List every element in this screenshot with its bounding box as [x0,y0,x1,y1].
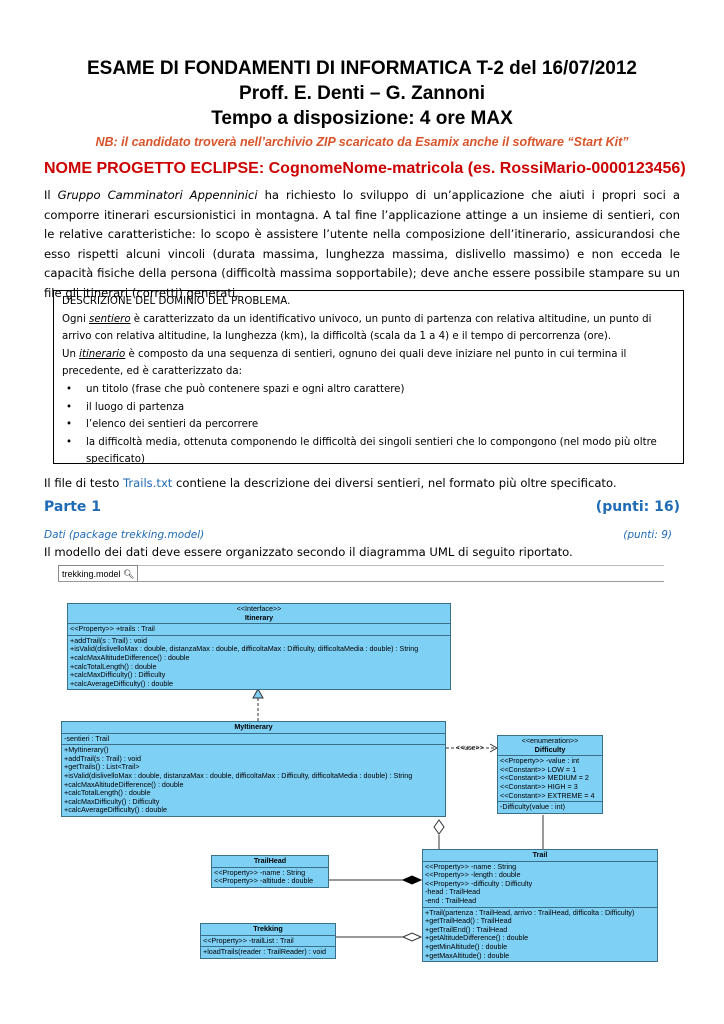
realization-arrow-icon [253,689,263,698]
operation: +getTrailEnd() : TrailHead [425,924,508,934]
list-item: • l’elenco dei sentieri da percorrere [78,416,675,434]
stereotype: <<Interface>> [236,604,282,613]
operation: +loadTrails(reader : TrailReader) : void [203,947,326,957]
operation: +calcMaxDifficulty() : Difficulty [70,670,166,680]
operation: +calcTotalLength() : double [70,661,157,671]
attribute: <<Property>> -altitude : double [214,876,314,886]
trails-file-link[interactable]: Trails.txt [122,476,173,490]
section-points: (punti: 16) [595,499,680,515]
class-name: Difficulty [534,744,566,754]
composition-diamond-icon [403,876,421,884]
professors: Proff. E. Denti – G. Zannoni [239,83,485,104]
operation: +getMinAltitude() : double [425,941,508,951]
list-item: • il luogo di partenza [78,399,675,417]
operation: +Trail(partenza : TrailHead, arrivo : TrailHead, difficolta : Difficulty) [425,907,635,917]
package-tab: trekking.model 🔍︎ [58,565,138,582]
itinerario-description: Un itinerario è composto da una sequenza di sentieri, ognuno dei quali deve iniziare nel punto in cui termina il precedente, ed è caratterizzato da: [62,348,627,378]
attribute: <<Property>> -difficulty : Difficulty [425,878,533,888]
list-item: • la difficoltà media, ottenuta componendo le difficoltà dei singoli sentieri che lo compongono (nel modo più oltre specificato) [78,434,675,469]
exam-title: ESAME DI FONDAMENTI DI INFORMATICA T-2 del 16/07/2012 [86,58,638,79]
operation: +getMaxAltitude() : double [425,950,510,960]
operation: +calcTotalLength() : double [64,788,151,798]
subsection-heading [44,529,672,541]
time-limit: Tempo a disposizione: 4 ore MAX [211,108,513,129]
domain-description-box [53,290,684,464]
attribute: <<Property>> -trailList : Trail [203,935,294,945]
uml-diagram [58,565,664,979]
operation: +isValid(dislivelloMax : double, distanzaMax : double, difficoltaMax : Difficulty, difficoltaMedia : double) : String [64,770,413,780]
use-label: <<use>> [456,745,484,752]
operation: +calcMaxAltitudeDifference() : double [64,779,184,789]
operation: -Difficulty(value : int) [500,802,565,812]
attribute: -sentieri : Trail [64,733,110,743]
class-myitinerary[interactable] [61,721,446,817]
aggregation-diamond-icon [434,820,444,834]
attribute: -head : TrailHead [425,887,481,897]
stereotype: <<enumeration>> [521,736,579,745]
class-name: TrailHead [253,856,287,865]
operation: +getAltitudeDifference() : double [425,933,529,943]
subsection-title: Dati (package trekking.model) [44,529,205,541]
project-name: NOME PROGETTO ECLIPSE: CognomeNome-matricola (es. RossiMario-0000123456) [44,160,686,177]
attribute: <<Constant>> EXTREME = 4 [500,790,595,800]
domain-heading: DESCRIZIONE DEL DOMINIO DEL PROBLEMA. [62,296,291,307]
itinerario-bullets [62,381,675,469]
operation: +calcAverageDifficulty() : double [64,805,168,815]
class-name: MyItinerary [234,722,273,731]
search-icon: 🔍︎ [123,569,135,579]
operation: +MyItinerary() [64,745,109,755]
attribute: <<Property>> -name : String [425,861,517,871]
attribute: <<Property>> -value : int [500,756,580,766]
class-name: Itinerary [244,612,274,622]
aggregation-diamond-icon [403,933,421,941]
subsection-points: (punti: 9) [623,529,672,541]
section-heading [44,499,680,515]
operation: +calcMaxAltitudeDifference() : double [70,652,190,662]
operation: +calcAverageDifficulty() : double [70,678,174,688]
operation: +getTrailHead() : TrailHead [425,916,512,926]
section-title: Parte 1 [44,499,102,515]
class-itinerary[interactable] [67,603,451,690]
attribute: <<Constant>> LOW = 1 [500,764,577,774]
file-description: Il file di testo Trails.txt contiene la descrizione dei diversi sentieri, nel formato più oltre specificato. [44,476,617,490]
operation: +getTrails() : List<Trail> [64,762,140,772]
operation: +addTrail(s : Trail) : void [70,635,148,645]
list-item: • un titolo (frase che può contenere spazi e ogni altro carattere) [78,381,675,399]
class-trailhead[interactable] [211,855,329,888]
attribute: <<Property>> -name : String [214,867,306,877]
operation: +calcMaxDifficulty() : Difficulty [64,796,160,806]
class-name: Trail [532,850,548,859]
intro-paragraph: Il Gruppo Camminatori Appenninici ha richiesto lo sviluppo di un’applicazione che aiuti i propri soci a comporre itinerari escursionistici in montagna. A tal fine l’applicazione attinge a un insieme di sentieri, con le relative caratteristiche: lo scopo è assistere l’utente nella composizione dell’itinerario, assicurandosi che esso rispetti alcuni vincoli (durata massima, lunghezza massima, dislivello massimo) e non ecceda le capacità fisiche della persona (difficoltà massima sopportabile); deve anche essere possibile stampare su un file gli itinerari (corretti) generati. [44,188,680,300]
attribute: <<Property>> -length : double [425,870,521,880]
model-sentence: Il modello dei dati deve essere organizzato secondo il diagramma UML di seguito riportato. [44,545,573,559]
attribute: <<Property>> +trails : Trail [70,624,155,634]
class-difficulty[interactable] [497,735,603,814]
sentiero-description: Ogni sentiero è caratterizzato da un identificativo univoco, un punto di partenza con relativa altitudine, un punto di arrivo con relativa altitudine, la lunghezza (km), la difficoltà (scala da 1 a 4) e il tempo di percorrenza (ore). [62,313,652,343]
class-name: Trekking [253,924,283,933]
attribute: -end : TrailHead [425,895,477,905]
operation: +addTrail(s : Trail) : void [64,753,142,763]
attribute: <<Constant>> HIGH = 3 [500,781,578,791]
nb-note: NB: il candidato troverà nell’archivio ZIP scaricato da Esamix anche il software “Start Kit” [95,135,629,149]
class-trail[interactable] [422,849,658,962]
operation: +isValid(dislivelloMax : double, distanzaMax : double, difficoltaMax : Difficulty, difficoltaMedia : double) : String [70,644,419,654]
attribute: <<Constant>> MEDIUM = 2 [500,773,589,783]
class-trekking[interactable] [200,923,336,959]
